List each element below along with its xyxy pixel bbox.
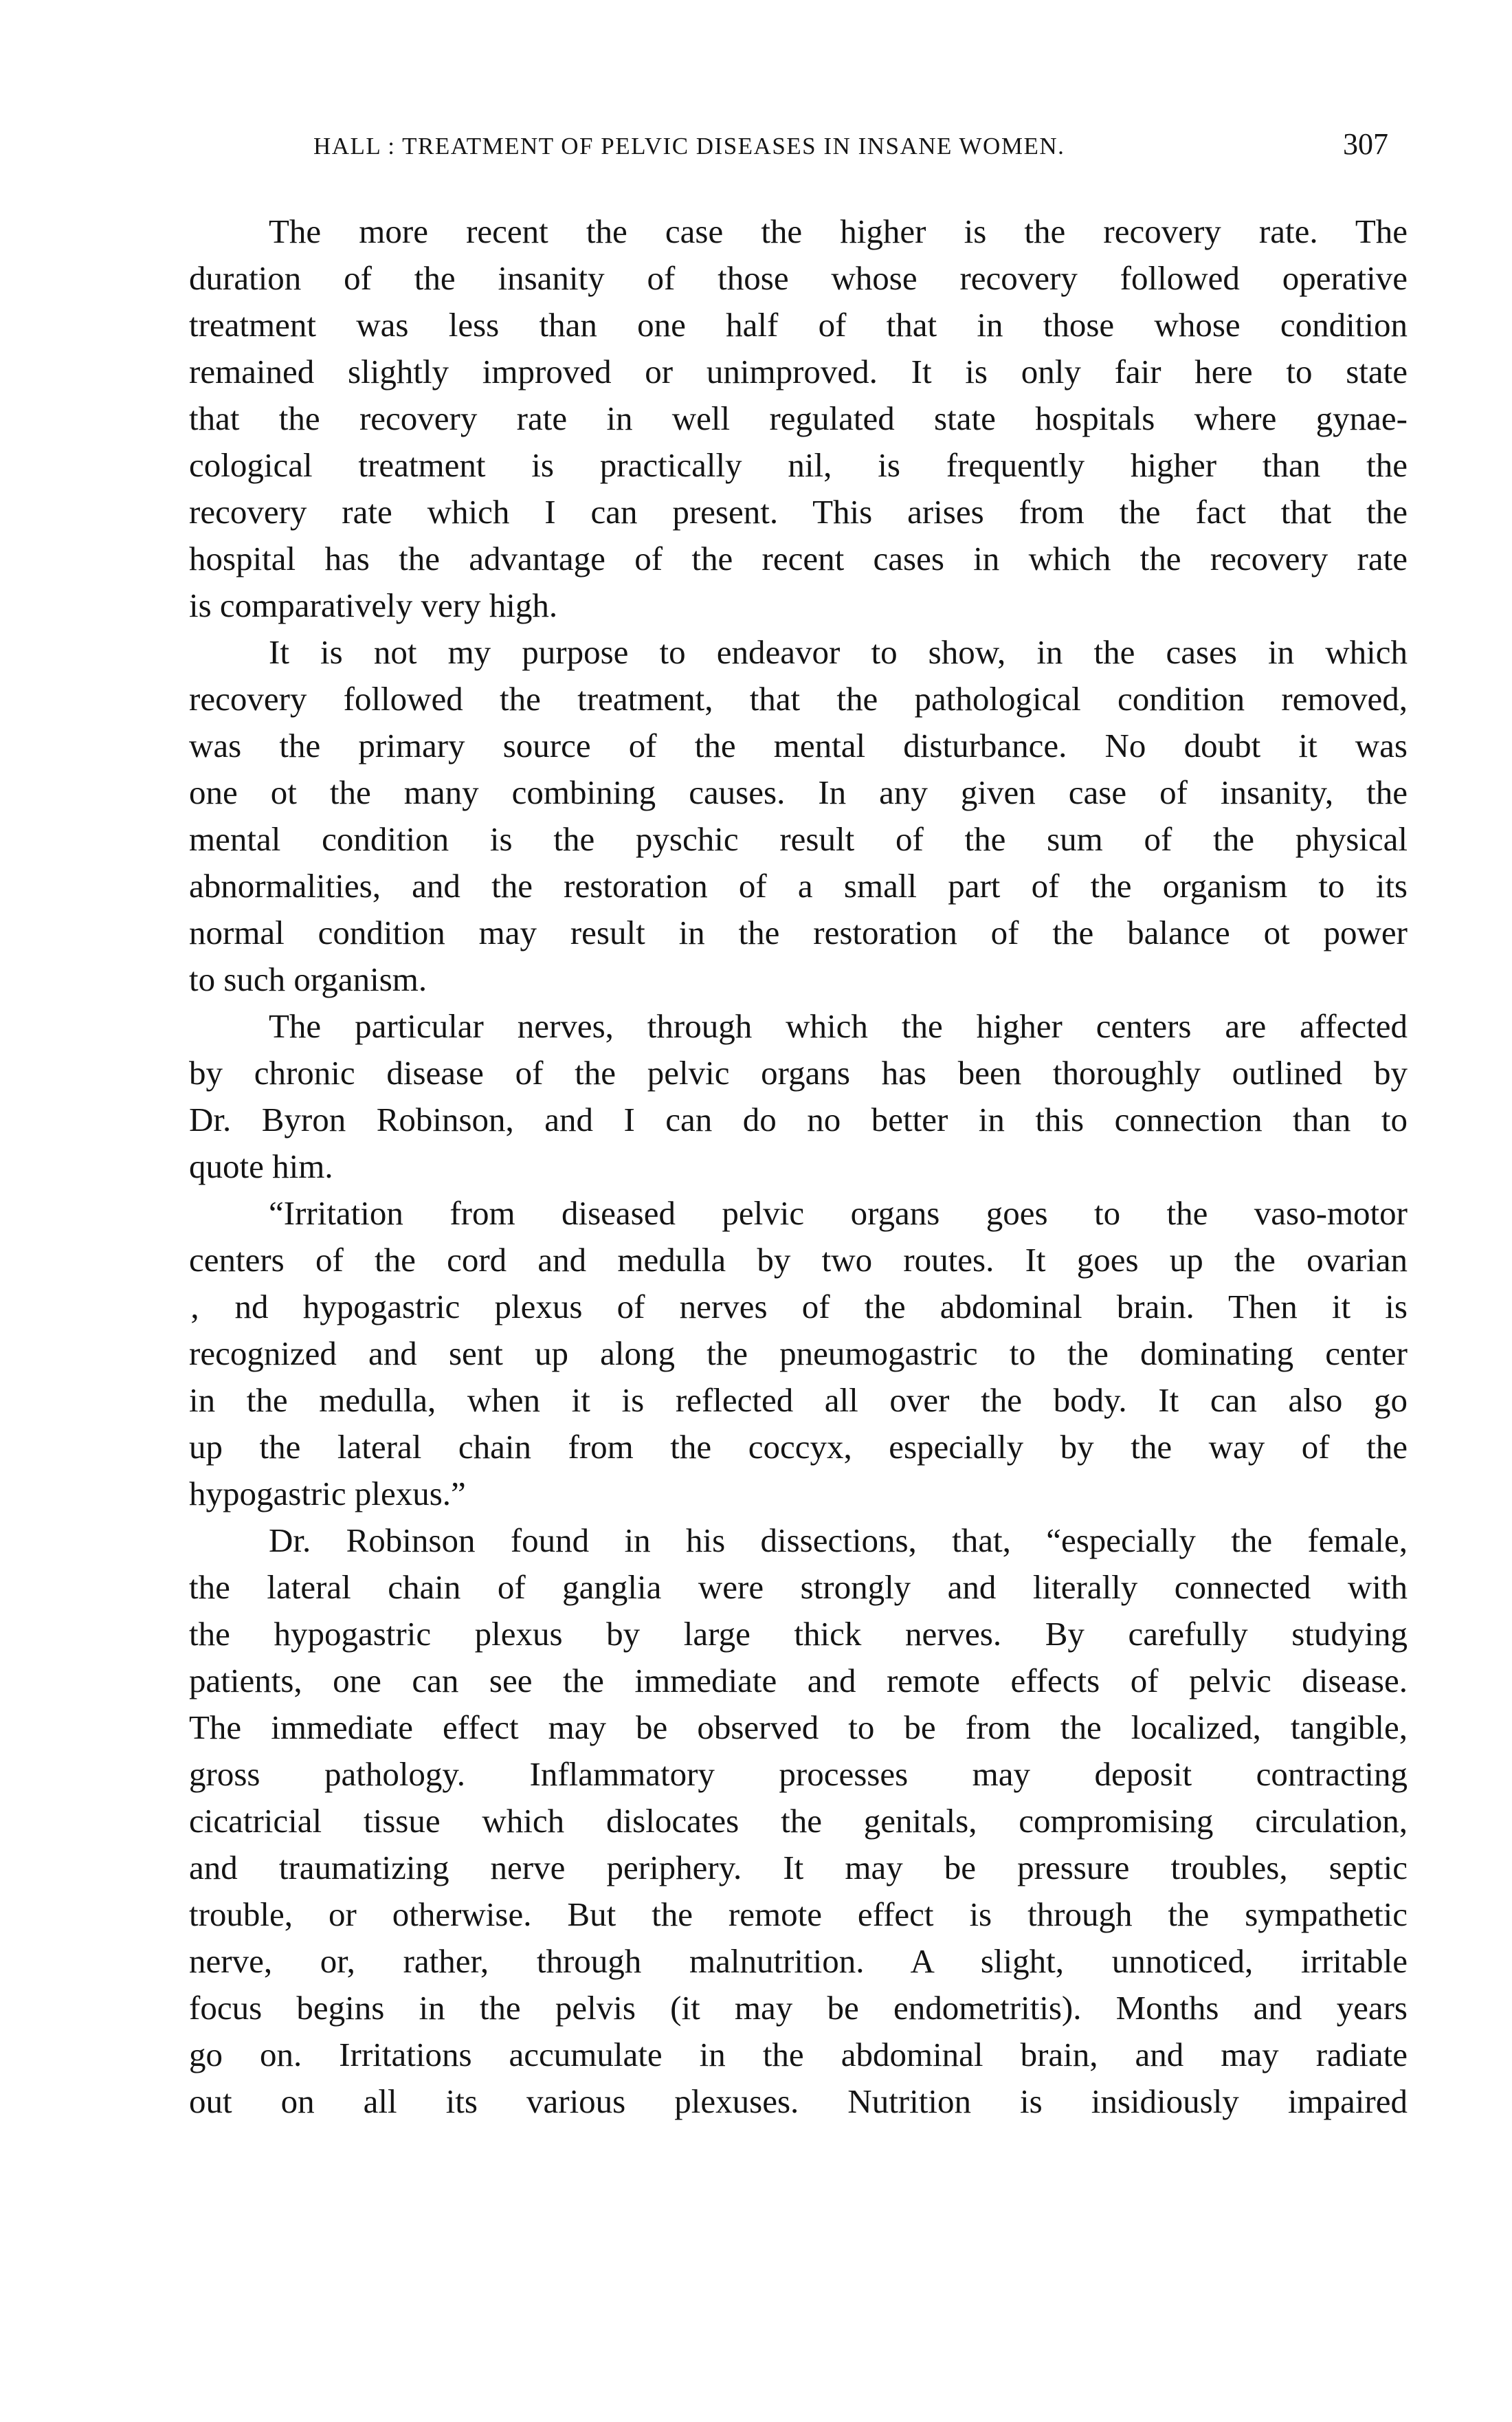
paragraph-3-line: Dr. Byron Robinson, and I can do no better in this connection than to — [189, 1101, 1408, 1138]
paragraph-5-line: the lateral chain of ganglia were strongly and literally connected with — [189, 1568, 1408, 1606]
paragraph-1-line: remained slightly improved or unimproved. It is only fair here to state — [189, 353, 1408, 390]
quote-line: up the lateral chain from the coccyx, especially by the way of the — [189, 1428, 1408, 1466]
paragraph-1-line: is comparatively very high. — [189, 586, 558, 624]
paragraph-1-line: that the recovery rate in well regulated state hospitals where gynae- — [189, 399, 1408, 437]
paragraph-5-line: patients, one can see the immediate and remote effects of pelvic disease. — [189, 1662, 1408, 1699]
paragraph-1-line: duration of the insanity of those whose recovery followed operative — [189, 259, 1408, 297]
paragraph-5-line: go on. Irritations accumulate in the abdominal brain, and may radiate — [189, 2036, 1408, 2073]
paragraph-3-line: The particular nerves, through which the higher centers are affected — [269, 1007, 1408, 1045]
paragraph-5-line: and traumatizing nerve periphery. It may be pressure troubles, septic — [189, 1849, 1408, 1886]
page-number: 307 — [1343, 127, 1388, 161]
quote-line: centers of the cord and medulla by two routes. It goes up the ovarian — [189, 1241, 1408, 1279]
paragraph-5-line: the hypogastric plexus by large thick nerves. By carefully studying — [189, 1615, 1408, 1653]
paragraph-2-line: was the primary source of the mental disturbance. No doubt it was — [189, 727, 1408, 764]
paragraph-2-line: to such organism. — [189, 960, 427, 998]
quote-line: hypogastric plexus.” — [189, 1475, 466, 1512]
paragraph-1-line: recovery rate which I can present. This arises from the fact that the — [189, 493, 1408, 531]
paragraph-3-line: by chronic disease of the pelvic organs has been thoroughly outlined by — [189, 1054, 1408, 1092]
paragraph-1-line: hospital has the advantage of the recent cases in which the recovery rate — [189, 540, 1408, 577]
quote-line: “Irritation from diseased pelvic organs goes to the vaso-motor — [269, 1194, 1408, 1232]
running-title: HALL : TREATMENT OF PELVIC DISEASES IN INSANE WOMEN. — [313, 133, 1065, 159]
paragraph-5-line: gross pathology. Inflammatory processes may deposit contracting — [189, 1755, 1408, 1793]
paragraph-1-line: treatment was less than one half of that in those whose condition — [189, 306, 1408, 344]
paragraph-2-line: It is not my purpose to endeavor to show, in the cases in which — [269, 633, 1408, 671]
quote-line: ‚ nd hypogastric plexus of nerves of the abdominal brain. Then it is — [189, 1288, 1408, 1325]
running-header — [313, 129, 1388, 159]
paragraph-2-line: recovery followed the treatment, that the pathological condition removed, — [189, 680, 1408, 718]
paragraph-5-line: trouble, or otherwise. But the remote effect is through the sympathetic — [189, 1895, 1408, 1933]
paragraph-3-line: quote him. — [189, 1147, 333, 1185]
paragraph-2-line: one ot the many combining causes. In any given case of insanity, the — [189, 773, 1408, 811]
paragraph-5-line: nerve, or, rather, through malnutrition. A slight, unnoticed, irritable — [189, 1942, 1408, 1980]
paragraph-5-line: focus begins in the pelvis (it may be endometritis). Months and years — [189, 1989, 1408, 2027]
paragraph-2-line: normal condition may result in the restoration of the balance ot power — [189, 914, 1408, 951]
paragraph-5-line: out on all its various plexuses. Nutrition is insidiously impaired — [189, 2082, 1408, 2120]
paragraph-5-line: cicatricial tissue which dislocates the genitals, compromising circulation, — [189, 1802, 1408, 1840]
paragraph-1-line: The more recent the case the higher is the recovery rate. The — [269, 212, 1408, 250]
paragraph-1-line: cological treatment is practically nil, is frequently higher than the — [189, 446, 1408, 484]
paragraph-5-line: Dr. Robinson found in his dissections, that, “especially the female, — [269, 1521, 1408, 1559]
paragraph-2-line: abnormalities, and the restoration of a small part of the organism to its — [189, 867, 1408, 905]
body-text — [189, 208, 1408, 2125]
paragraph-2-line: mental condition is the pyschic result of the sum of the physical — [189, 820, 1408, 858]
paragraph-5-line: The immediate effect may be observed to be from the localized, tangible, — [189, 1708, 1408, 1746]
quote-line: recognized and sent up along the pneumogastric to the dominating center — [189, 1334, 1408, 1372]
quote-line: in the medulla, when it is reflected all over the body. It can also go — [189, 1381, 1408, 1419]
